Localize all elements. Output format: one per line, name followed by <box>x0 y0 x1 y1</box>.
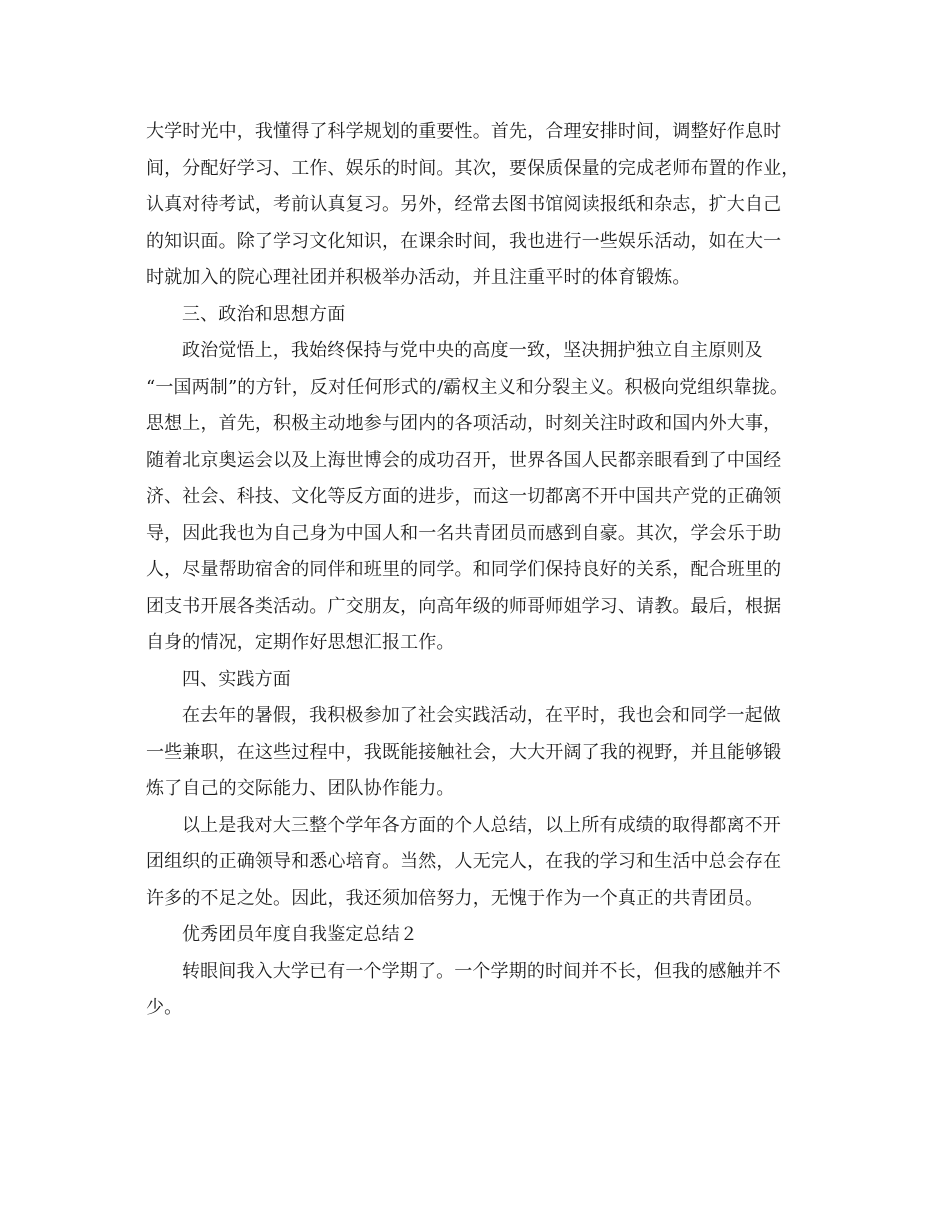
text-line: 以上是我对大三整个学年各方面的个人总结，以上所有成绩的取得都离不开 <box>182 814 781 836</box>
text-line: 导，因此我也为自己身为中国人和一名共青团员而感到自豪。其次，学会乐于助 <box>146 522 782 544</box>
text-line: 政治觉悟上，我始终保持与党中央的高度一致，坚决拥护独立自主原则及 <box>182 340 763 361</box>
section-heading: 三、政治和思想方面 <box>182 303 346 325</box>
text-line: 在去年的暑假，我积极参加了社会实践活动，在平时，我也会和同学一起做 <box>182 705 781 726</box>
document-body <box>146 114 826 1027</box>
text-line: 的知识面。除了学习文化知识，在课余时间，我也进行一些娱乐活动，如在大一 <box>146 230 782 252</box>
section-heading: 四、实践方面 <box>182 668 291 690</box>
text-line: 一些兼职，在这些过程中，我既能接触社会，大大开阔了我的视野，并且能够锻 <box>146 741 782 763</box>
text-line: 时就加入的院心理社团并积极举办活动，并且注重平时的体育锻炼。 <box>146 267 691 288</box>
section-heading: 优秀团员年度自我鉴定总结２ <box>182 924 418 945</box>
text-line: 大学时光中，我懂得了科学规划的重要性。首先，合理安排时间，调整好作息时 <box>146 121 782 142</box>
text-line: 思想上，首先，积极主动地参与团内的各项活动，时刻关注时政和国内外大事， <box>146 413 782 434</box>
text-line: 随着北京奥运会以及上海世博会的成功召开，世界各国人民都亲眼看到了中国经 <box>146 449 782 471</box>
text-line: 自身的情况，定期作好思想汇报工作。 <box>146 632 455 653</box>
text-line: 转眼间我入大学已有一个学期了。一个学期的时间并不长，但我的感触并不 <box>182 960 781 982</box>
text-line: 许多的不足之处。因此，我还须加倍努力，无愧于作为一个真正的共青团员。 <box>146 887 764 909</box>
text-line: 济、社会、科技、文化等反方面的进步，而这一切都离不开中国共产党的正确领 <box>146 486 782 507</box>
text-line: “一国两制”的方针，反对任何形式的/霸权主义和分裂主义。积极向党组织靠拢。 <box>146 376 789 398</box>
text-line: 人，尽量帮助宿舍的同伴和班里的同学。和同学们保持良好的关系，配合班里的 <box>146 559 782 580</box>
text-line: 间，分配好学习、工作、娱乐的时间。其次，要保质保量的完成老师布置的作业， <box>146 157 800 179</box>
text-line: 团支书开展各类活动。广交朋友，向高年级的师哥师姐学习、请教。最后，根据 <box>146 595 782 617</box>
text-line: 认真对待考试，考前认真复习。另外，经常去图书馆阅读报纸和杂志，扩大自己 <box>146 194 782 215</box>
text-line: 少。 <box>146 997 183 1018</box>
text-line: 团组织的正确领导和悉心培育。当然，人无完人，在我的学习和生活中总会存在 <box>146 851 782 872</box>
text-line: 炼了自己的交际能力、团队协作能力。 <box>146 778 455 799</box>
